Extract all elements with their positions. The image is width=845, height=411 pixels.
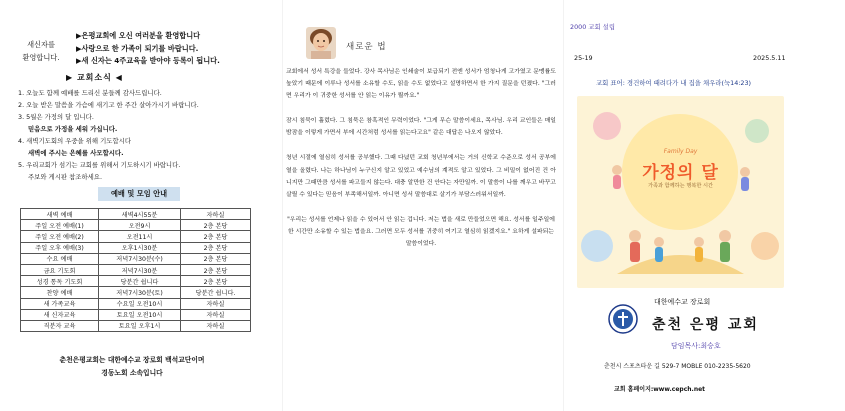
schedule-row: [21, 287, 251, 298]
schedule-event: 새 가족교육: [21, 298, 99, 309]
article-paragraph: "우리는 성서를 언제나 읽을 수 있어서 안 읽는 겁니다. 저는 법을 새로 만들었으면 해요. 성서를 일주일에 한 시간만 소유할 수 있는 법을요. 그러면 모두 성서를 귀중히 여기고 열심히 읽겠지요." 요하게 설파되는 말씀이었다.: [287, 216, 555, 248]
schedule-row: [21, 298, 251, 309]
schedule-place: 자하실: [181, 309, 251, 320]
church-motto: 교회 표어: 경건하여 때려다가 내 집을 채우라(눅14:23): [596, 79, 752, 87]
schedule-event: 성경 통독 기도회: [21, 276, 99, 287]
established-year: 2000 교회 설립: [570, 23, 616, 31]
schedule-time: 토요일 오전10시: [99, 309, 181, 320]
schedule-row: [21, 209, 251, 220]
schedule-event: 주일 오후 예배(3): [21, 242, 99, 253]
article-title: 새로운 법: [346, 42, 387, 52]
schedule-event: 주일 오전 예배(1): [21, 220, 99, 231]
poster-illustration: [577, 96, 784, 288]
schedule-event: 새 신자교육: [21, 309, 99, 320]
schedule-time: 오후1시30분: [99, 242, 181, 253]
welcome-label-line: 새신자를: [27, 40, 55, 49]
schedule-event: 새벽 예배: [21, 209, 99, 220]
poster-subtitle: 가족과 함께하는 행복한 시간: [647, 183, 714, 189]
church-logo-icon: [608, 304, 638, 334]
schedule-place: 자하실: [181, 320, 251, 331]
church-name: 춘천 은평 교회: [652, 317, 759, 333]
church-address: 춘천시 스포츠타운 길 529-7 MOBLE 010-2235-5620: [604, 363, 751, 370]
bulletin-volume: 25-19: [574, 54, 593, 62]
schedule-event: 금요 기도회: [21, 264, 99, 275]
schedule-place: 2층 본당: [181, 242, 251, 253]
schedule-row: [21, 320, 251, 331]
schedule-table: [20, 208, 251, 332]
news-item: 새벽에 주시는 은혜를 사모합시다.: [28, 149, 124, 157]
welcome-label: [16, 38, 66, 64]
schedule-row: [21, 231, 251, 242]
schedule-time: 수요일 오전10시: [99, 298, 181, 309]
welcome-label-line: 환영합니다.: [22, 53, 60, 62]
news-item: 믿음으로 가정을 세워 가십니다.: [28, 125, 118, 133]
schedule-row: [21, 276, 251, 287]
schedule-time: 저녁7시30분(토): [99, 287, 181, 298]
church-homepage: 교회 홈페이지:www.cepch.net: [614, 386, 706, 393]
schedule-row: [21, 264, 251, 275]
schedule-event: 직분자 교육: [21, 320, 99, 331]
poster-en-title: Family Day: [663, 148, 698, 155]
denomination-line: 춘천은평교회는 대한예수교 장로회 백석교단이며: [59, 356, 205, 364]
schedule-row: [21, 242, 251, 253]
welcome-line: ▶사랑으로 한 가족이 되기를 바랍니다.: [76, 43, 199, 53]
welcome-messages: [76, 30, 276, 68]
schedule-row: [21, 309, 251, 320]
bulletin-date: 2025.5.11: [753, 54, 786, 62]
article-paragraph: 교회에서 성서 특강을 들었다. 강사 목사님은 인쇄술이 보급되기 전엔 성서가 엄청나게 고가였고 문맹률도 높았기 때문에 이루나 성서를 소유할 수도, 읽을 수도 없었다고 설명하면서 한 가지 질문을 던졌다. "그러면 우리가 이 귀중한 성서를 안 읽는 이유가 뭘까요.": [286, 69, 556, 100]
schedule-time: 저녁7시30분: [99, 264, 181, 275]
schedule-row: [21, 253, 251, 264]
news-item: 4. 새벽기도회의 우중을 위해 기도합시다: [18, 137, 131, 145]
schedule-event: 주일 오전 예배(2): [21, 231, 99, 242]
article-paragraph: 잠시 침묵이 흘렀다. 그 침묵은 참혹적인 무력이었다. "그게 무슨 말씀이세요, 목사님. 우리 교인들은 매일 밤잠을 이렇게 가면서 부에 시간처럼 성서를 읽는다고요" 같은 대답은 나오지 않았다.: [286, 118, 556, 137]
schedule-place: 2층 본당: [181, 220, 251, 231]
schedule-event: 수요 예배: [21, 253, 99, 264]
article-body: [286, 66, 556, 250]
pastor-name: 담임목사:최승호: [671, 342, 721, 350]
news-item: 주보와 게시판 참조하세요.: [28, 173, 103, 181]
news-item: 3. 5월은 가정의 달 입니다.: [18, 113, 94, 121]
schedule-place: 2층 본당: [181, 253, 251, 264]
news-item: 5. 우리교회가 섬기는 교회를 위해서 기도하시기 바랍니다.: [18, 161, 181, 169]
child-photo: [306, 27, 336, 59]
denomination-note: [22, 354, 242, 380]
schedule-place: 2층 본당: [181, 231, 251, 242]
article-paragraph: 청년 시절에 열심히 성서를 공부했다. 그때 다녔던 교회 청년부에서는 거의 신학교 수준으로 성서 공부에 열을 올렸다. 나는 하나님이 누구신지 알고 있었고 예수님의 계적도 알고 있었다. 그 비밀이 없어진 건 아니지만 그때만큼 성서를 파고들지 않는다. 대충 알만한 건 안다는 자만일까. 이 말씀이 나를 깨우고 바꾸고 살릴 수 있다는 믿음이 부족해서일까. 아니면 성서 말씀대로 살기가 부담스러워서일까.: [286, 155, 556, 198]
schedule-place: 자하실: [181, 209, 251, 220]
news-list: [18, 87, 273, 183]
news-item: 2. 오늘 받은 말씀을 가슴에 새기고 한 주간 살아가시기 바랍니다.: [18, 101, 199, 109]
schedule-time: 당분간 쉽니다: [99, 276, 181, 287]
schedule-place: 2층 본당: [181, 264, 251, 275]
schedule-title: 예배 및 모임 안내: [98, 187, 180, 201]
welcome-line: ▶새 신자는 4주교육을 받아야 등록이 됩니다.: [76, 56, 220, 65]
welcome-line: ▶은평교회에 오신 여러분을 환영합니다: [76, 31, 201, 40]
news-item: 1. 오늘도 함께 예배를 드리신 분들께 감사드립니다.: [18, 89, 162, 97]
family-day-poster: [577, 96, 784, 288]
poster-title: 가정의 달: [642, 163, 719, 183]
schedule-event: 찬양 예배: [21, 287, 99, 298]
news-title: ▶ 교회소식 ◀: [66, 73, 123, 82]
church-association: 대한예수교 장로회: [654, 298, 711, 306]
schedule-time: 저녁7시30분(수): [99, 253, 181, 264]
schedule-time: 토요일 오후1시: [99, 320, 181, 331]
schedule-time: 새벽4시55분: [99, 209, 181, 220]
schedule-time: 오전9시: [99, 220, 181, 231]
schedule-row: [21, 220, 251, 231]
schedule-place: 2층 본당: [181, 276, 251, 287]
schedule-time: 오전11시: [99, 231, 181, 242]
schedule-place: 자하실: [181, 298, 251, 309]
schedule-place: 당분간 쉽니다.: [181, 287, 251, 298]
denomination-line: 경동노회 소속입니다: [101, 369, 163, 377]
